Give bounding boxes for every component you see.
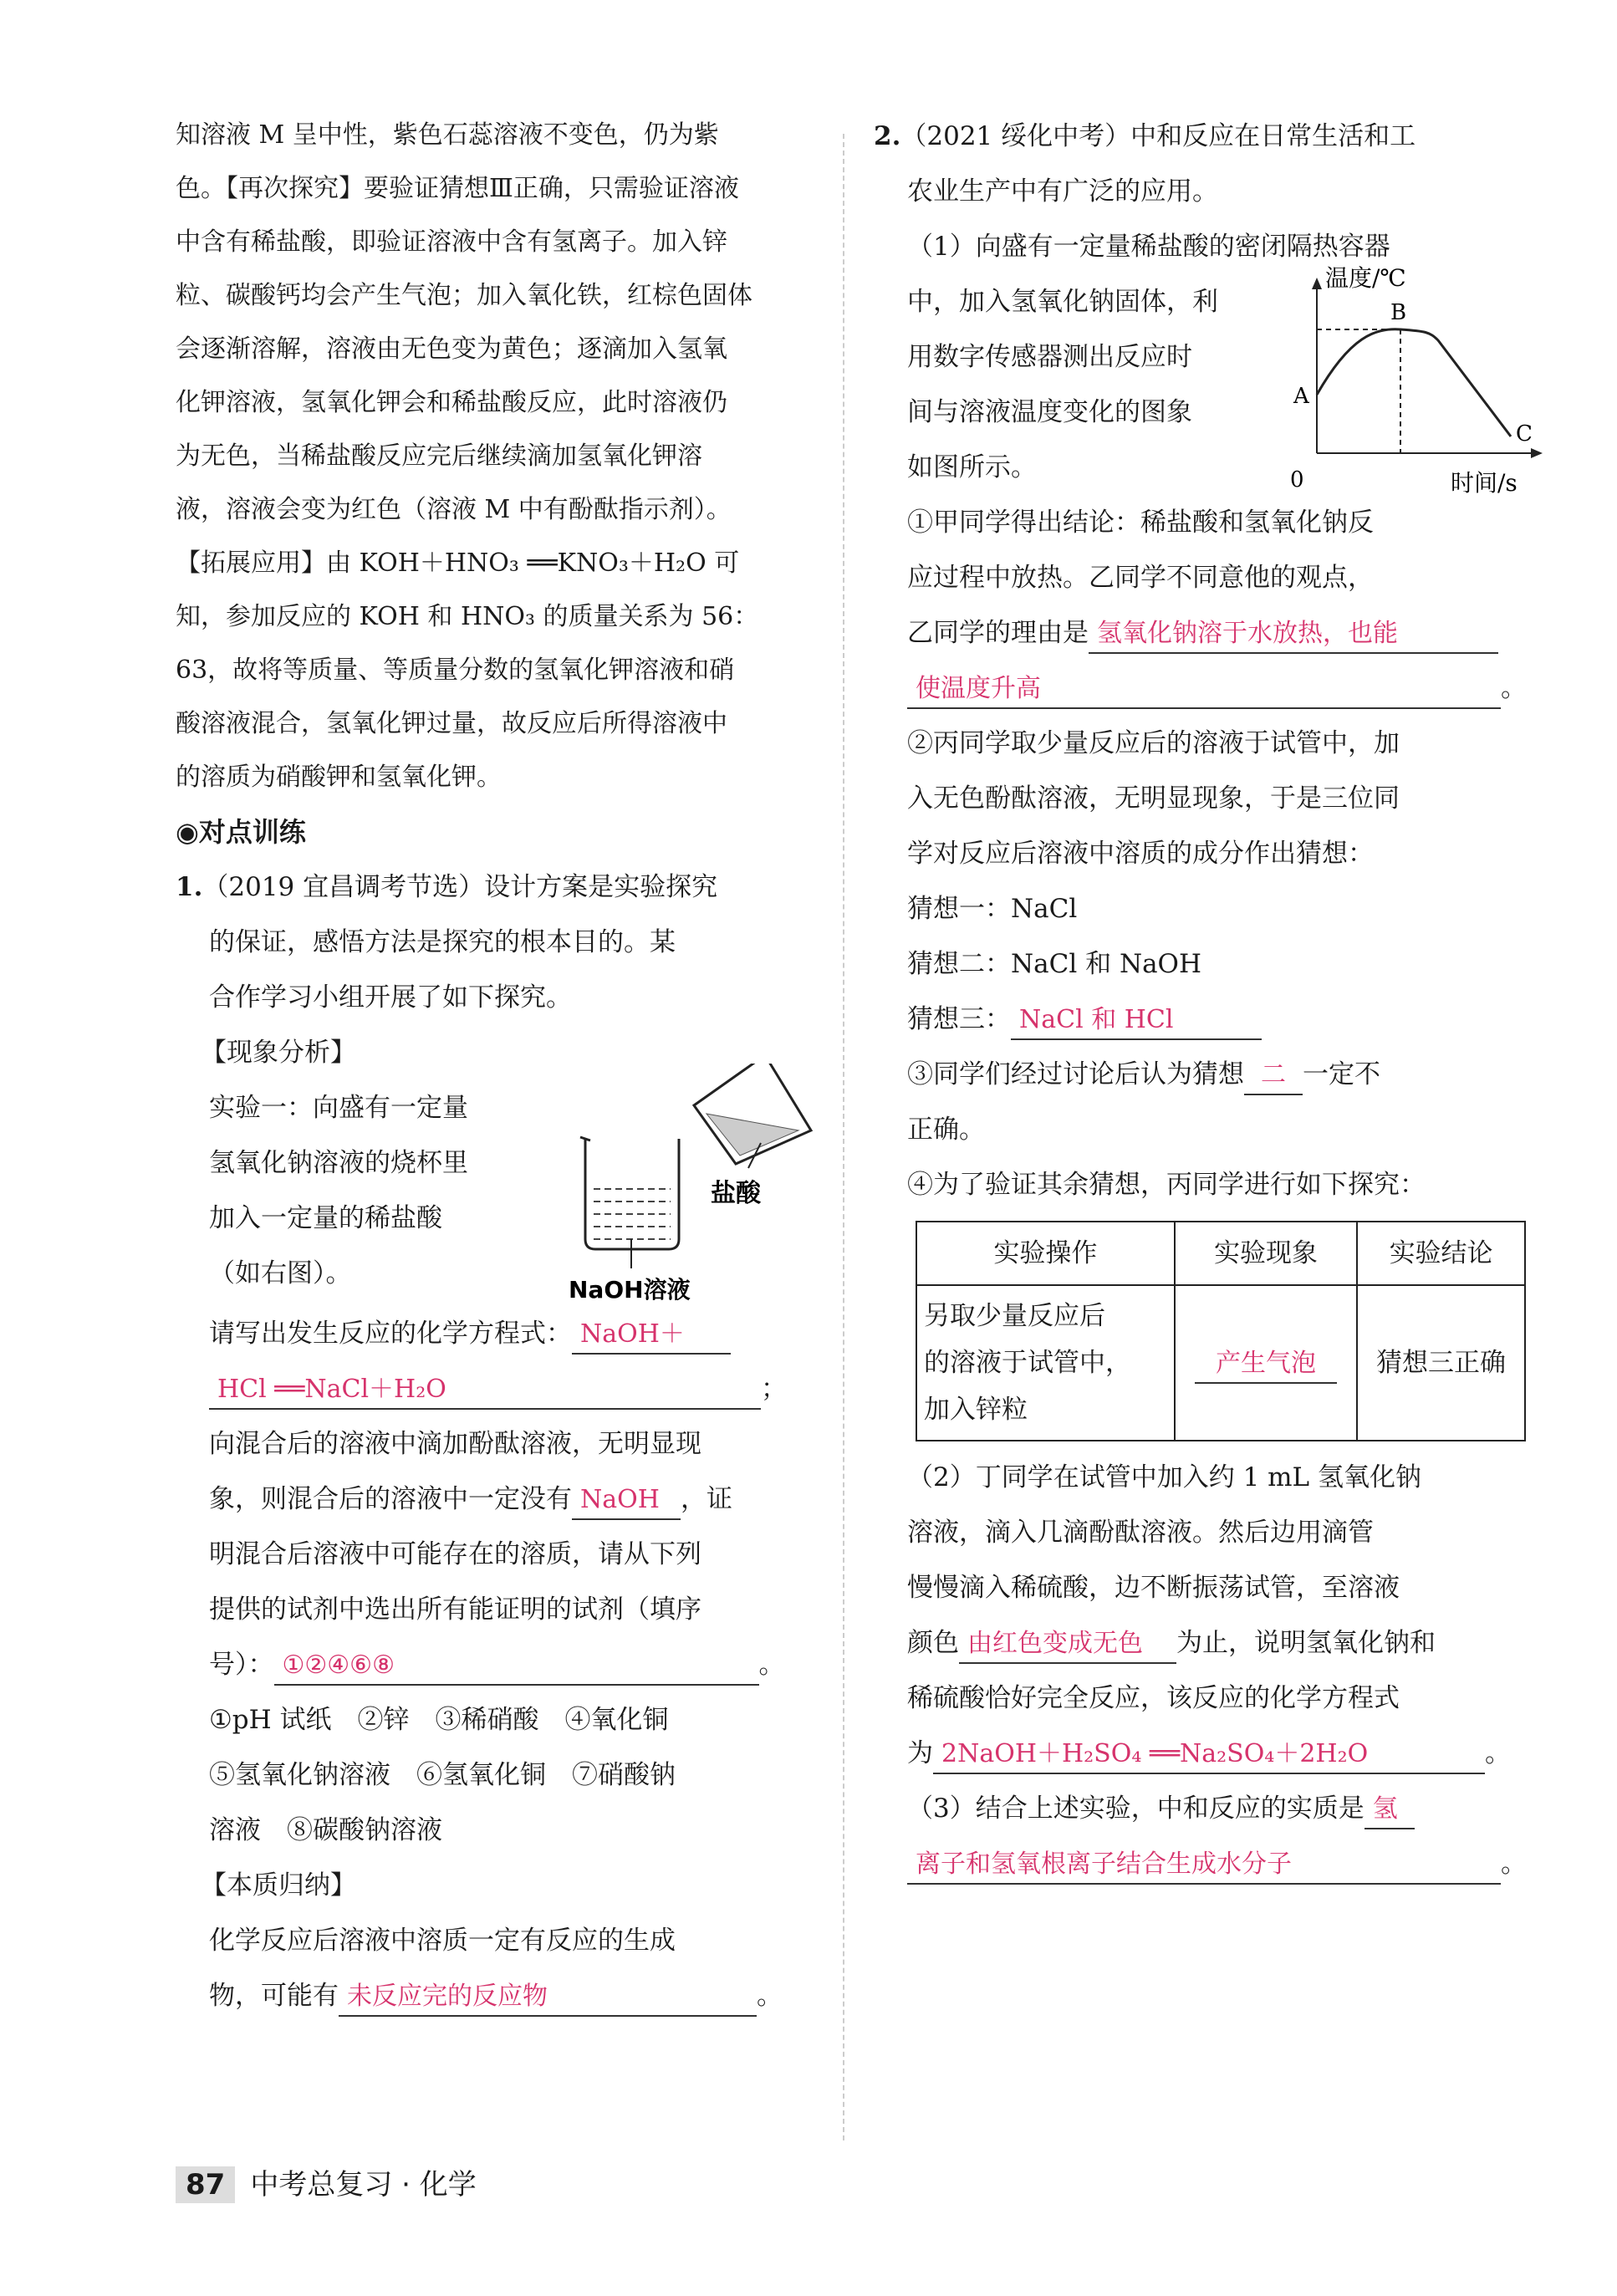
question-2 xyxy=(874,109,1534,164)
text: 象，则混合后的溶液中一定没有 xyxy=(209,1484,572,1514)
nature-line: 化学反应后溶液中溶质一定有反应的生成 xyxy=(209,1926,676,1956)
text: 为 xyxy=(907,1738,933,1768)
left-column xyxy=(176,109,819,2023)
c2-line: 猜想一：NaCl xyxy=(907,894,1078,924)
mix-line: 明混合后溶液中可能存在的溶质，请从下列 xyxy=(209,1539,701,1569)
exp-line: 加入一定量的稀盐酸 xyxy=(209,1203,442,1233)
right-column xyxy=(874,109,1534,1891)
reagent-line: ⑤氢氧化钠溶液 ⑥氢氧化铜 ⑦硝酸钠 xyxy=(209,1760,676,1790)
intro-line: 化钾溶液，氢氧化钾会和稀盐酸反应，此时溶液仍 xyxy=(176,388,727,417)
intro-line: 会逐渐溶解，溶液由无色变为黄色；逐滴加入氢氧 xyxy=(176,334,727,364)
c2-line: 猜想二：NaCl 和 NaOH xyxy=(907,949,1202,979)
op-line: 的溶液于试管中， xyxy=(924,1348,1131,1378)
c1-line: 应过程中放热。乙同学不同意他的观点， xyxy=(907,563,1374,593)
guess-3 xyxy=(874,992,1534,1047)
q1-line: 合作学习小组开展了如下探究。 xyxy=(209,982,572,1013)
intro-line: 知溶液 M 呈中性，紫色石蕊溶液不变色，仍为紫 xyxy=(176,120,719,150)
intro-line: 中含有稀盐酸，即验证溶液中含有氢离子。加入锌 xyxy=(176,227,727,257)
op-line: 加入锌粒 xyxy=(924,1395,1028,1425)
exp-line: 氢氧化钠溶液的烧杯里 xyxy=(209,1148,468,1178)
p3-line xyxy=(874,1781,1534,1836)
p1-line: 间与溶液温度变化的图象 xyxy=(907,397,1192,427)
c2-line: 入无色酚酞溶液，无明显现象，于是三位同 xyxy=(907,783,1400,814)
question-number: 1. xyxy=(176,872,203,902)
point-c-label: C xyxy=(1516,421,1533,446)
section-heading: ◉对点训练 xyxy=(176,816,306,848)
page-number: 87 xyxy=(176,2166,235,2203)
answer-blank[interactable]: NaOH＋ xyxy=(572,1316,731,1355)
mix-line: 向混合后的溶液中滴加酚酞溶液，无明显现 xyxy=(209,1429,701,1459)
part-1-block xyxy=(874,219,1534,495)
q2-line: 农业生产中有广泛的应用。 xyxy=(907,176,1218,207)
intro-line: 【拓展应用】由 KOH＋HNO₃ ══KNO₃＋H₂O 可 xyxy=(176,548,740,578)
p2-line: 慢慢滴入稀硫酸，边不断振荡试管，至溶液 xyxy=(907,1573,1400,1603)
subheading-phenomenon: 【现象分析】 xyxy=(201,1038,356,1068)
c2-line: 学对反应后溶液中溶质的成分作出猜想： xyxy=(907,839,1374,869)
text: 猜想三： xyxy=(907,1004,1011,1034)
origin-label: 0 xyxy=(1290,467,1304,492)
equation-line-2 xyxy=(176,1361,819,1416)
reagent-line: ①pH 试纸 ②锌 ③稀硝酸 ④氧化铜 xyxy=(209,1705,669,1735)
naoh-label: NaOH溶液 xyxy=(569,1276,691,1304)
answer-blank[interactable]: ①②④⑥⑧ xyxy=(274,1647,759,1686)
column-divider xyxy=(843,134,844,2140)
beaker-figure xyxy=(569,1064,819,1314)
table-cell-operation xyxy=(916,1285,1175,1441)
answer-blank[interactable]: NaOH xyxy=(572,1482,681,1520)
q2-line: （2021 绥化中考）中和反应在日常生活和工 xyxy=(900,121,1416,151)
p1-line: 中，加入氢氧化钠固体，利 xyxy=(907,287,1218,317)
point-a-label: A xyxy=(1293,384,1309,409)
exp-line: （如右图）。 xyxy=(209,1258,352,1288)
page-footer xyxy=(176,2161,477,2202)
exp-line: 实验一：向盛有一定量 xyxy=(209,1093,468,1123)
text: 号）： xyxy=(209,1650,274,1680)
intro-line: 酸溶液混合，氢氧化钾过量，故反应后所得溶液中 xyxy=(176,709,727,738)
text: 颜色 xyxy=(907,1628,959,1658)
y-axis-label: 温度/℃ xyxy=(1325,264,1406,292)
table-header: 实验操作 xyxy=(916,1222,1175,1285)
answer-blank[interactable]: NaCl 和 HCl xyxy=(1011,1002,1262,1040)
text: 物，可能有 xyxy=(209,1981,339,2011)
answer-blank[interactable]: 离子和氢氧根离子结合生成水分子 xyxy=(907,1846,1501,1885)
text: 乙同学的理由是 xyxy=(907,618,1089,648)
q1-line: （2019 宜昌调考节选）设计方案是实验探究 xyxy=(202,872,718,902)
p2-line: 溶液，滴入几滴酚酞溶液。然后边用滴管 xyxy=(907,1518,1374,1548)
op-line: 另取少量反应后 xyxy=(924,1301,1105,1331)
text: ，证 xyxy=(681,1484,732,1514)
answer-blank[interactable]: 产生气泡 xyxy=(1195,1345,1337,1384)
c1-line xyxy=(874,605,1534,661)
experiment-block xyxy=(176,1080,819,1306)
p2-line xyxy=(874,1726,1534,1781)
answer-blank[interactable]: 未反应完的反应物 xyxy=(339,1978,757,2017)
acid-label: 盐酸 xyxy=(711,1179,761,1208)
c1-line: ①甲同学得出结论：稀盐酸和氢氧化钠反 xyxy=(907,508,1374,538)
mix-line xyxy=(176,1472,819,1527)
text: （3）结合上述实验，中和反应的实质是 xyxy=(907,1793,1365,1824)
table-header-row xyxy=(916,1222,1525,1285)
c3-line xyxy=(874,1047,1534,1102)
mix-line xyxy=(176,1637,819,1692)
answer-blank[interactable]: 使温度升高 xyxy=(907,671,1501,709)
subheading-nature: 【本质归纳】 xyxy=(201,1870,356,1901)
p3-line xyxy=(874,1836,1534,1891)
text: 一定不 xyxy=(1303,1059,1380,1089)
p1-line: （1）向盛有一定量稀盐酸的密闭隔热容器 xyxy=(907,232,1390,262)
table-cell-phenomenon xyxy=(1175,1285,1357,1441)
punct: 。 xyxy=(1485,1738,1511,1768)
point-b-label: B xyxy=(1390,300,1407,325)
p2-line: （2）丁同学在试管中加入约 1 mL 氢氧化钠 xyxy=(907,1462,1421,1492)
table-cell-conclusion: 猜想三正确 xyxy=(1357,1285,1525,1441)
p1-line: 用数字传感器测出反应时 xyxy=(907,342,1192,372)
punct: ； xyxy=(761,1374,787,1404)
intro-line: 63，故将等质量、等质量分数的氢氧化钾溶液和硝 xyxy=(176,656,735,685)
q1-line: 的保证，感悟方法是探究的根本目的。某 xyxy=(209,927,676,957)
intro-line: 色。【再次探究】要验证猜想Ⅲ正确，只需验证溶液 xyxy=(176,174,739,203)
answer-blank[interactable]: 氢氧化钠溶于水放热，也能 xyxy=(1089,615,1498,654)
x-axis-label: 时间/s xyxy=(1451,469,1518,497)
mix-line: 提供的试剂中选出所有能证明的试剂（填序 xyxy=(209,1594,701,1625)
intro-line: 的溶质为硝酸钾和氢氧化钾。 xyxy=(176,763,502,792)
intro-line: 知，参加反应的 KOH 和 HNO₃ 的质量关系为 56： xyxy=(176,602,759,631)
punct: 。 xyxy=(757,1981,783,2011)
question-1 xyxy=(176,860,819,915)
intro-line: 粒、碳酸钙均会产生气泡；加入氧化铁，红棕色固体 xyxy=(176,281,752,310)
answer-blank[interactable]: 二 xyxy=(1244,1057,1303,1095)
question-number: 2. xyxy=(874,121,901,151)
text: 为止，说明氢氧化钠和 xyxy=(1176,1628,1436,1658)
table-header: 实验现象 xyxy=(1175,1222,1357,1285)
p1-line: 如图所示。 xyxy=(907,452,1037,482)
intro-line: 为无色，当稀盐酸反应完后继续滴加氢氧化钾溶 xyxy=(176,441,702,471)
answer-blank[interactable]: 2NaOH＋H₂SO₄ ══Na₂SO₄＋2H₂O xyxy=(933,1736,1485,1774)
c2-line: ②丙同学取少量反应后的溶液于试管中，加 xyxy=(907,728,1400,758)
book-title: 中考总复习 · 化学 xyxy=(250,2168,477,2202)
punct: 。 xyxy=(1501,1849,1527,1879)
text: ③同学们经过讨论后认为猜想 xyxy=(907,1059,1244,1089)
temperature-graph xyxy=(1283,261,1551,503)
punct: 。 xyxy=(758,1650,785,1680)
answer-blank[interactable]: 氢 xyxy=(1365,1791,1415,1829)
table-header: 实验结论 xyxy=(1357,1222,1525,1285)
analysis-paragraph xyxy=(176,109,819,804)
nature-line xyxy=(176,1968,819,2023)
p2-line: 稀硫酸恰好完全反应，该反应的化学方程式 xyxy=(907,1683,1400,1713)
answer-blank[interactable]: 由红色变成无色 xyxy=(959,1625,1176,1664)
c1-line xyxy=(874,661,1534,716)
equation-text: 请写出发生反应的化学方程式： xyxy=(209,1319,572,1349)
reagent-line: 溶液 ⑧碳酸钠溶液 xyxy=(209,1815,442,1845)
answer-blank[interactable]: HCl ══NaCl＋H₂O xyxy=(209,1371,761,1410)
table-row xyxy=(916,1285,1525,1441)
punct: 。 xyxy=(1501,673,1527,703)
intro-line: 液，溶液会变为红色（溶液 M 中有酚酞指示剂）。 xyxy=(176,495,732,524)
c4-line: ④为了验证其余猜想，丙同学进行如下探究： xyxy=(907,1170,1426,1200)
p2-line xyxy=(874,1615,1534,1671)
experiment-table xyxy=(916,1221,1526,1441)
c3-line: 正确。 xyxy=(907,1115,985,1145)
